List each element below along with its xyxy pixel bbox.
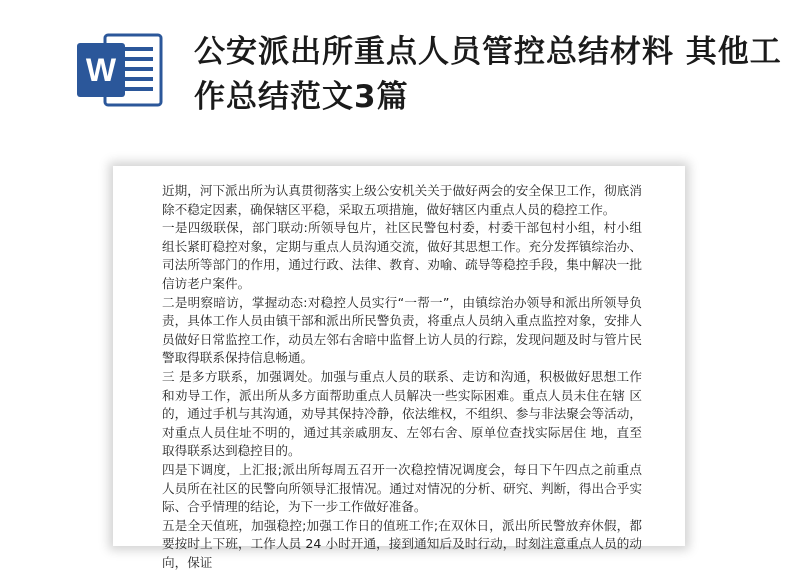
paragraph-measure-4: 四是下调度，上汇报;派出所每周五召开一次稳控情况调度会，每日下午四点之前重点人员所在社区的民警向所领导汇报情况。通过对情况的分析、研究、判断，得出合乎实际、合乎情理的结论，为下一步工作做好准备。	[162, 461, 642, 515]
page-title: 公安派出所重点人员管控总结材料 其他工作总结范文3篇	[194, 34, 782, 115]
paragraph-measure-3: 三 是多方联系，加强调处。加强与重点人员的联系、走访和沟通，积极做好思想工作和劝导工作，派出所从多方面帮助重点人员解决一些实际困难。重点人员未住在辖 区的，通过手机与其沟通，劝导其保持冷静，依法维权，不组织、参与非法聚会等活动，对重点人员住址不明的，通过其亲戚朋友、左邻右舍、原单位查找实际居住 地，直至取得联系达到稳控目的。	[162, 368, 642, 459]
paragraph-measure-5: 五是全天值班，加强稳控;加强工作日的值班工作;在双休日，派出所民警放弃休假，都要按时上下班，工作人员 24 小时开通，接到通知后及时行动，时刻注意重点人员的动向，保证	[162, 517, 642, 570]
document-body	[162, 182, 642, 572]
paragraph-intro: 近期，河下派出所为认真贯彻落实上级公安机关关于做好两会的安全保卫工作，彻底消除不稳定因素，确保辖区平稳，采取五项措施，做好辖区内重点人员的稳控工作。	[162, 183, 642, 217]
paragraph-measure-1: 一是四级联保，部门联动:所领导包片，社区民警包村委，村委干部包村小组，村小组组长紧盯稳控对象，定期与重点人员沟通交流，做好其思想工作。充分发挥镇综治办、司法所等部门的作用，通过行政、法律、教育、劝喻、疏导等稳控手段，集中解决一批信访老户案件。	[162, 220, 642, 291]
word-document-icon	[77, 33, 163, 107]
paragraph-measure-2: 二是明察暗访，掌握动态:对稳控人员实行“一帮一”，由镇综治办领导和派出所领导负责，具体工作人员由镇干部和派出所民警负责，将重点人员纳入重点监控对象，安排人员做好日常监控工作，动员左邻右舍暗中监督上访人员的行踪，发现问题及时与管片民警取得联系保持信息畅通。	[162, 294, 642, 366]
document-page	[113, 166, 685, 570]
svg-text:W: W	[85, 52, 117, 88]
document-header	[0, 0, 800, 150]
